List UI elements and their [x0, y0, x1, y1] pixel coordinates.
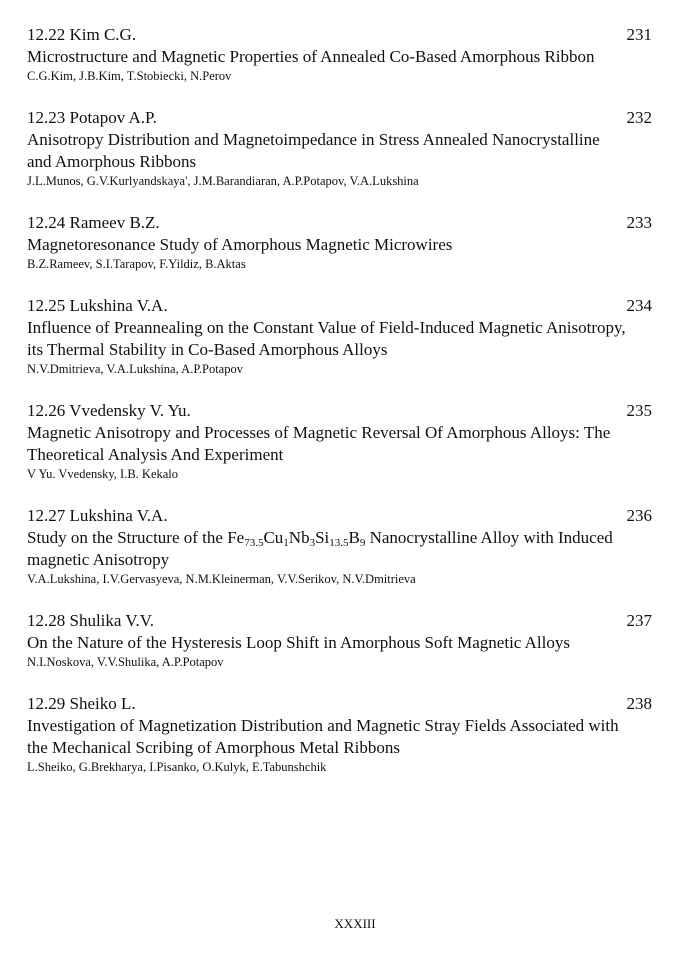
toc-entry	[27, 505, 652, 588]
title-subscript: 13.5	[329, 537, 349, 549]
entry-title	[27, 422, 627, 466]
entry-title	[27, 46, 627, 68]
page-number-footer: XXXIII	[334, 916, 376, 931]
title-text: Magnetic Anisotropy and Processes of Magnetic Reversal Of Amorphous Alloys: The Theoretical Analysis And Experiment	[27, 423, 611, 464]
title-text: On the Nature of the Hysteresis Loop Shift in Amorphous Soft Magnetic Alloys	[27, 633, 570, 652]
entry-title	[27, 129, 627, 173]
entry-authors: V Yu. Vvedensky, I.B. Kekalo	[27, 467, 179, 481]
title-subscript: 9	[359, 537, 366, 549]
entry-page-number: 232	[626, 108, 652, 127]
title-text: Nanocrystalline Alloy with Induced magnetic Anisotropy	[27, 528, 613, 569]
title-text: Investigation of Magnetization Distribution and Magnetic Stray Fields Associated with the Mechanical Scribing of Amorphous Metal Ribbons	[27, 716, 619, 757]
title-subscript: 73.5	[244, 537, 264, 549]
title-text: B	[348, 528, 360, 547]
title-text: Influence of Preannealing on the Constant Value of Field-Induced Magnetic Anisotropy, its Thermal Stability in Co-Based Amorphous Alloys	[27, 318, 626, 359]
entry-title	[27, 527, 627, 571]
entry-heading: 12.23 Potapov A.P.	[27, 108, 157, 127]
entry-heading: 12.24 Rameev B.Z.	[27, 213, 160, 232]
toc-entry	[27, 24, 652, 85]
title-text: Nb	[288, 528, 310, 547]
toc-entry	[27, 400, 652, 483]
title-text: Magnetoresonance Study of Amorphous Magnetic Microwires	[27, 235, 453, 254]
entry-authors: V.A.Lukshina, I.V.Gervasyeva, N.M.Kleinerman, V.V.Serikov, N.V.Dmitrieva	[27, 572, 416, 586]
entry-page-number: 235	[626, 401, 652, 420]
title-subscript: 3	[309, 537, 316, 549]
toc-entry	[27, 212, 652, 273]
title-text: Si	[315, 528, 330, 547]
entry-authors: B.Z.Rameev, S.I.Tarapov, F.Yildiz, B.Aktas	[27, 257, 246, 271]
entry-authors: C.G.Kim, J.B.Kim, T.Stobiecki, N.Perov	[27, 69, 232, 83]
entry-title	[27, 632, 627, 654]
entry-heading: 12.26 Vvedensky V. Yu.	[27, 401, 191, 420]
table-of-contents	[27, 24, 652, 798]
entry-heading: 12.22 Kim C.G.	[27, 25, 137, 44]
toc-entry	[27, 295, 652, 378]
title-text: Cu	[263, 528, 284, 547]
entry-heading: 12.29 Sheiko L.	[27, 694, 136, 713]
entry-authors: N.V.Dmitrieva, V.A.Lukshina, A.P.Potapov	[27, 362, 243, 376]
title-subscript: 1	[283, 537, 289, 549]
entry-title	[27, 317, 627, 361]
toc-entry	[27, 107, 652, 190]
title-text: Anisotropy Distribution and Magnetoimpedance in Stress Annealed Nanocrystalline and Amorphous Ribbons	[27, 130, 600, 171]
entry-authors: N.I.Noskova, V.V.Shulika, A.P.Potapov	[27, 655, 224, 669]
toc-entry	[27, 693, 652, 776]
title-text: Microstructure and Magnetic Properties of Annealed Co-Based Amorphous Ribbon	[27, 47, 595, 66]
entry-heading: 12.25 Lukshina V.A.	[27, 296, 168, 315]
entry-title	[27, 715, 627, 759]
entry-page-number: 231	[626, 25, 652, 44]
entry-page-number: 233	[626, 213, 652, 232]
entry-heading: 12.27 Lukshina V.A.	[27, 506, 168, 525]
entry-page-number: 236	[626, 506, 652, 525]
toc-entry	[27, 610, 652, 671]
entry-authors: J.L.Munos, G.V.Kurlyandskaya', J.M.Barandiaran, A.P.Potapov, V.A.Lukshina	[27, 174, 419, 188]
title-text: Study on the Structure of the Fe	[27, 528, 245, 547]
entry-title	[27, 234, 627, 256]
entry-page-number: 238	[626, 694, 652, 713]
entry-page-number: 234	[626, 296, 652, 315]
entry-page-number: 237	[626, 611, 652, 630]
entry-heading: 12.28 Shulika V.V.	[27, 611, 155, 630]
entry-authors: L.Sheiko, G.Brekharya, I.Pisanko, O.Kulyk, E.Tabunshchik	[27, 760, 327, 774]
